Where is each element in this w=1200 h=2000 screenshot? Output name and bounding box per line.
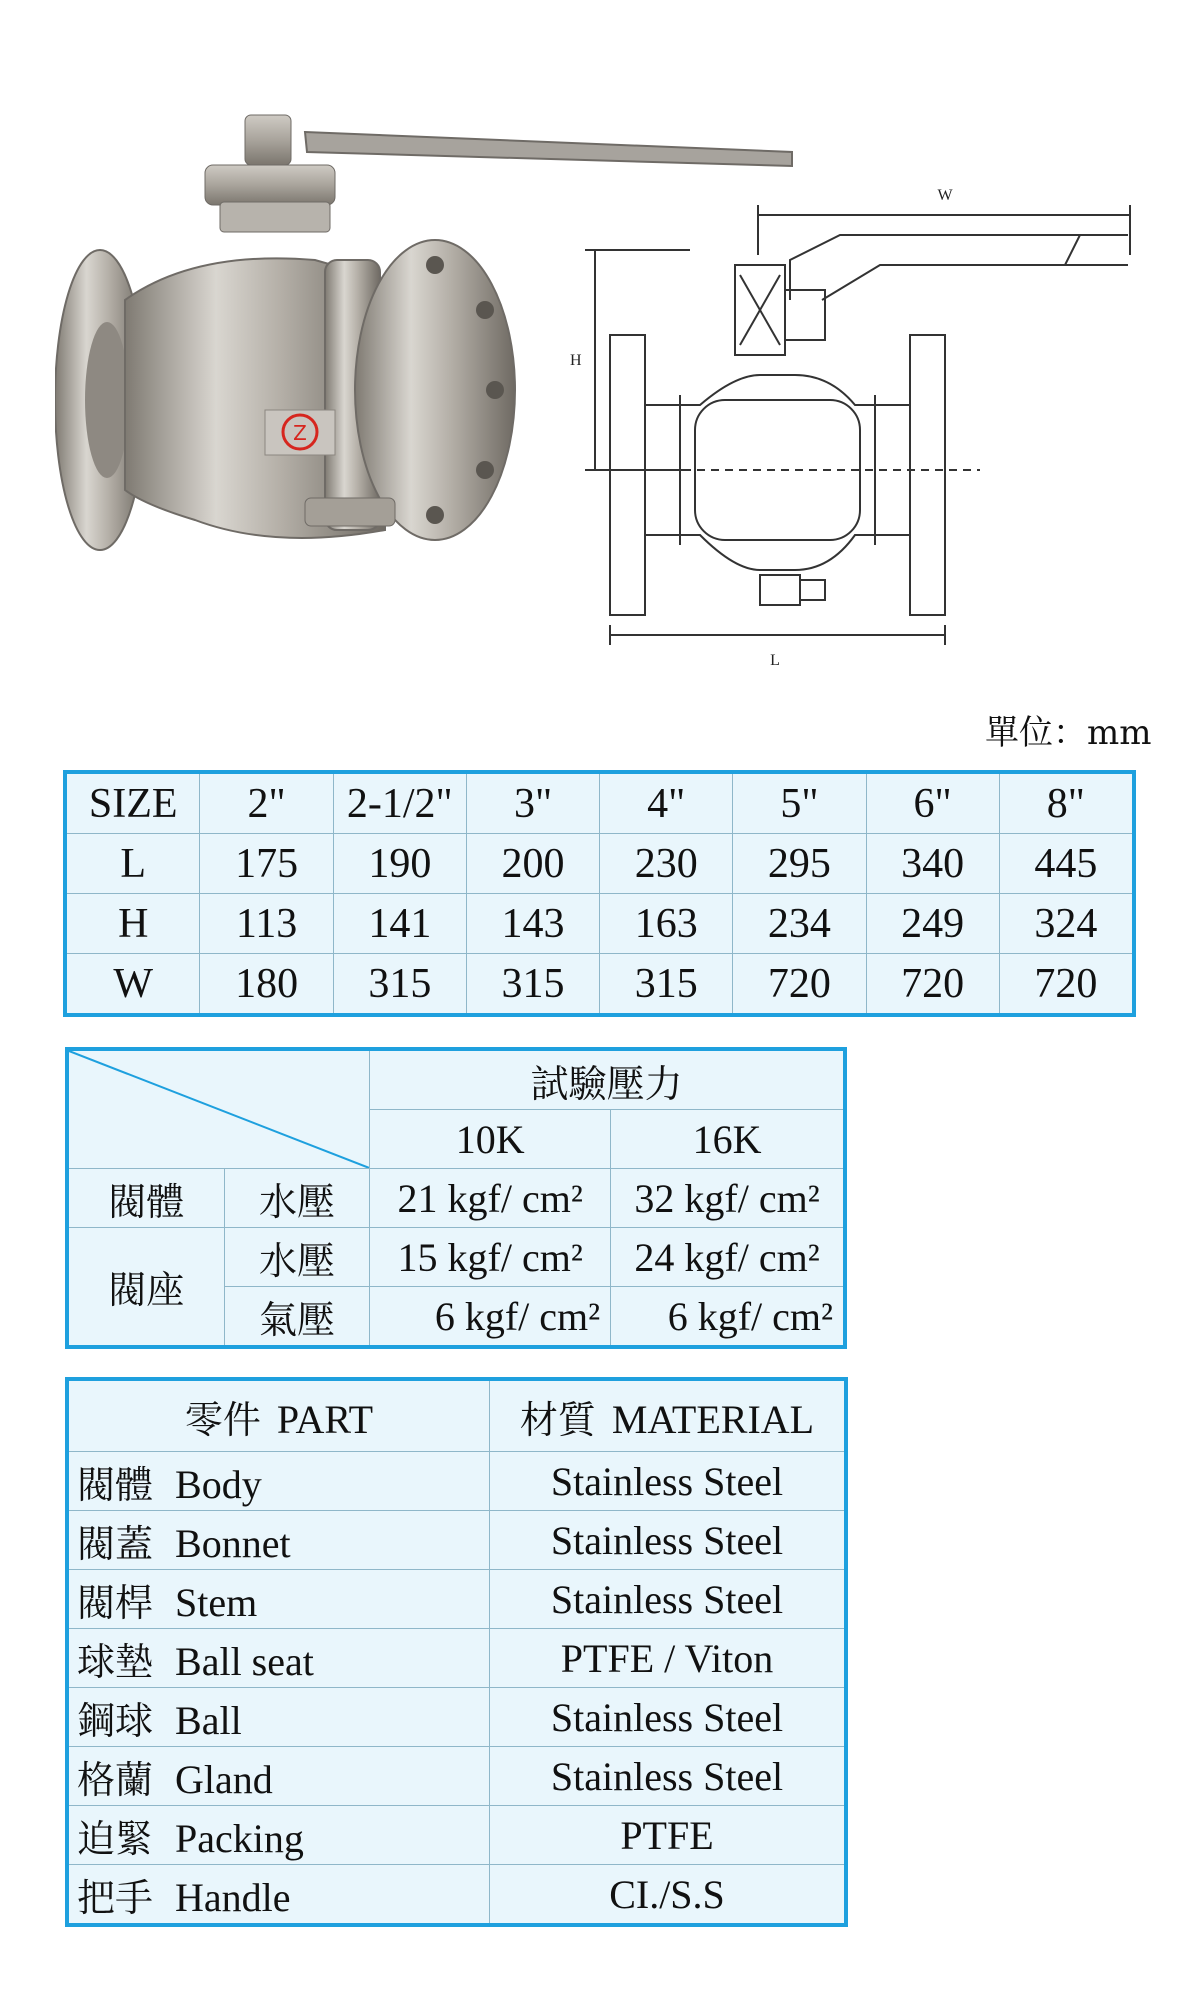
- pressure-title: 試驗壓力: [370, 1049, 845, 1110]
- part-cell: [67, 1511, 490, 1570]
- table-cell: 315: [333, 954, 466, 1016]
- table-cell: H: [65, 894, 200, 954]
- diagonal-line: [69, 1051, 369, 1168]
- part-cell: [67, 1806, 490, 1865]
- pressure-value: 6 kgf/ cm²: [611, 1287, 845, 1348]
- table-cell: L: [65, 834, 200, 894]
- table-cell: 141: [333, 894, 466, 954]
- class-16k: 16K: [611, 1110, 845, 1169]
- part-cell: [67, 1452, 490, 1511]
- part-en: Ball: [175, 1697, 242, 1743]
- water-label: 水壓: [224, 1169, 370, 1228]
- table-cell: 143: [466, 894, 599, 954]
- table-cell: 4": [600, 772, 733, 834]
- table-cell: 295: [733, 834, 866, 894]
- pressure-value: 15 kgf/ cm²: [370, 1228, 611, 1287]
- part-cell: [67, 1688, 490, 1747]
- part-cell: [67, 1747, 490, 1806]
- dimension-drawing: [560, 175, 1140, 685]
- part-cell: [67, 1629, 490, 1688]
- table-cell: 230: [600, 834, 733, 894]
- pressure-table: [65, 1047, 847, 1349]
- table-cell: 234: [733, 894, 866, 954]
- part-en: Bonnet: [175, 1520, 291, 1566]
- table-cell: 2": [200, 772, 333, 834]
- table-header-row: [67, 1379, 846, 1452]
- part-cell: [67, 1570, 490, 1629]
- svg-text:Z: Z: [293, 421, 307, 445]
- table-cell: 113: [200, 894, 333, 954]
- material-cell: Stainless Steel: [490, 1452, 847, 1511]
- part-zh: 鋼球: [77, 1698, 154, 1743]
- table-cell: 315: [466, 954, 599, 1016]
- l-label: L: [770, 652, 780, 669]
- table-cell: 249: [866, 894, 999, 954]
- table-cell: 5": [733, 772, 866, 834]
- part-en: Packing: [175, 1815, 304, 1861]
- w-label: W: [937, 187, 953, 204]
- unit-label: 單位：mm: [985, 713, 1152, 753]
- part-zh: 球墊: [77, 1639, 154, 1684]
- material-cell: CI./S.S: [490, 1865, 847, 1926]
- part-zh: 閥體: [77, 1462, 154, 1507]
- material-header-zh: 材質: [519, 1397, 596, 1442]
- table-cell: 445: [999, 834, 1134, 894]
- table-row: [67, 1570, 846, 1629]
- table-row: [67, 1629, 846, 1688]
- table-cell: 6": [866, 772, 999, 834]
- table-cell: 3": [466, 772, 599, 834]
- material-cell: PTFE: [490, 1806, 847, 1865]
- material-cell: Stainless Steel: [490, 1688, 847, 1747]
- pressure-value: 24 kgf/ cm²: [611, 1228, 845, 1287]
- pressure-value: 6 kgf/ cm²: [370, 1287, 611, 1348]
- part-header-en: PART: [276, 1396, 374, 1442]
- material-header-en: MATERIAL: [611, 1396, 815, 1442]
- table-cell: 175: [200, 834, 333, 894]
- table-row: [67, 1228, 845, 1287]
- table-cell: 163: [600, 894, 733, 954]
- table-cell: 315: [600, 954, 733, 1016]
- table-row: [67, 1806, 846, 1865]
- part-en: Handle: [175, 1874, 291, 1920]
- part-zh: 迫緊: [77, 1816, 154, 1861]
- table-cell: 720: [733, 954, 866, 1016]
- part-zh: 閥桿: [77, 1580, 154, 1625]
- dimension-table: [63, 770, 1136, 1017]
- table-row: [65, 772, 1134, 834]
- table-cell: 180: [200, 954, 333, 1016]
- material-header: [490, 1379, 847, 1452]
- table-row: [65, 894, 1134, 954]
- pressure-value: 21 kgf/ cm²: [370, 1169, 611, 1228]
- part-header: [67, 1379, 490, 1452]
- part-zh: 格蘭: [77, 1757, 154, 1802]
- table-cell: SIZE: [65, 772, 200, 834]
- part-header-zh: 零件: [184, 1397, 261, 1442]
- table-cell: 200: [466, 834, 599, 894]
- table-cell: W: [65, 954, 200, 1016]
- table-row: [67, 1747, 846, 1806]
- material-cell: Stainless Steel: [490, 1747, 847, 1806]
- class-10k: 10K: [370, 1110, 611, 1169]
- table-cell: 324: [999, 894, 1134, 954]
- table-cell: 8": [999, 772, 1134, 834]
- part-zh: 閥蓋: [77, 1521, 154, 1566]
- part-en: Ball seat: [175, 1638, 314, 1684]
- seat-label: 閥座: [67, 1228, 224, 1348]
- material-cell: Stainless Steel: [490, 1511, 847, 1570]
- table-row: [67, 1169, 845, 1228]
- table-row: [67, 1049, 845, 1110]
- material-cell: PTFE / Viton: [490, 1629, 847, 1688]
- table-cell: 2-1/2": [333, 772, 466, 834]
- table-row: [67, 1688, 846, 1747]
- body-label: 閥體: [67, 1169, 224, 1228]
- air-label: 氣壓: [224, 1287, 370, 1348]
- table-cell: 340: [866, 834, 999, 894]
- material-cell: Stainless Steel: [490, 1570, 847, 1629]
- table-row: [67, 1865, 846, 1926]
- water-label: 水壓: [224, 1228, 370, 1287]
- part-zh: 把手: [77, 1875, 154, 1920]
- pressure-value: 32 kgf/ cm²: [611, 1169, 845, 1228]
- part-cell: [67, 1865, 490, 1926]
- table-row: [67, 1452, 846, 1511]
- table-cell: 190: [333, 834, 466, 894]
- part-en: Body: [175, 1461, 262, 1507]
- table-row: [65, 834, 1134, 894]
- table-cell: 720: [866, 954, 999, 1016]
- table-cell: 720: [999, 954, 1134, 1016]
- material-table: [65, 1377, 848, 1927]
- corner-cell: [67, 1049, 370, 1169]
- part-en: Stem: [175, 1579, 258, 1625]
- part-en: Gland: [175, 1756, 273, 1802]
- h-label: H: [570, 352, 582, 369]
- table-row: [67, 1511, 846, 1570]
- table-row: [65, 954, 1134, 1016]
